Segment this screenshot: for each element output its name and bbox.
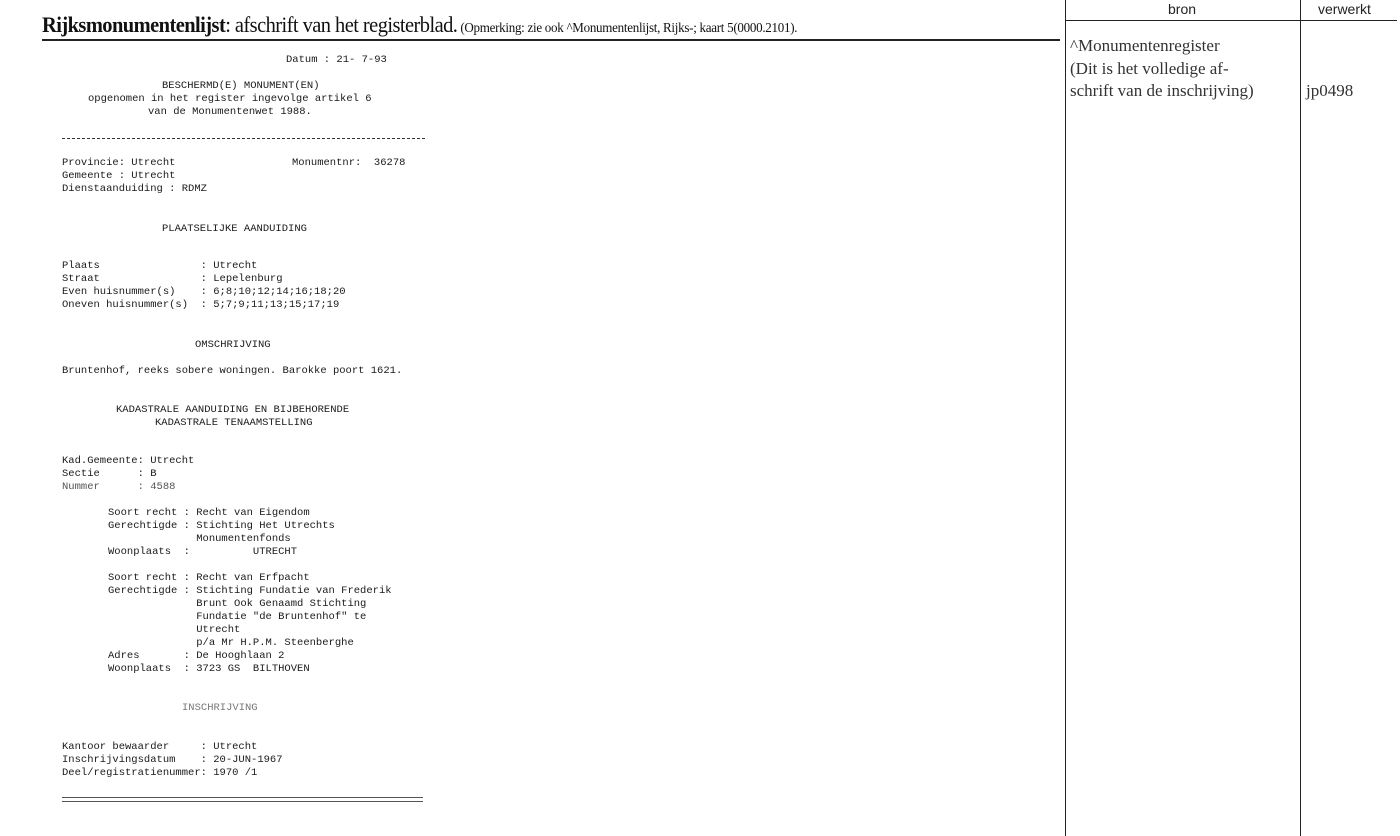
omschrijving: Bruntenhof, reeks sobere woningen. Barokke poort 1621. — [62, 365, 403, 377]
recht-line: Woonplaats : UTRECHT — [108, 546, 298, 558]
plaats-line: Even huisnummer(s) : 6;8;10;12;14;16;18;20 — [62, 286, 346, 298]
title-rule — [42, 39, 1060, 41]
kadaster-line: Kad.Gemeente: Utrecht — [62, 455, 195, 467]
page-title: Rijksmonumentenlijst: afschrift van het registerblad. (Opmerking: zie ook ^Monumentenlijst, Rijks-; kaart 5(0000.2101). — [42, 12, 798, 37]
plaats-line: Straat : Lepelenburg — [62, 273, 283, 285]
kadaster-line: Nummer : 4588 — [62, 481, 176, 493]
gemeente: Gemeente : Utrecht — [62, 170, 176, 182]
plaats-line: Plaats : Utrecht — [62, 260, 258, 272]
recht-line: Gerechtigde : Stichting Fundatie van Frederik — [108, 585, 392, 597]
recht-line: Gerechtigde : Stichting Het Utrechts — [108, 520, 335, 532]
heading-line: van de Monumentenwet 1988. — [148, 106, 312, 118]
recht-line: Brunt Ook Genaamd Stichting — [108, 598, 367, 610]
section-heading: KADASTRALE AANDUIDING EN BIJBEHORENDE — [116, 404, 350, 416]
column-divider — [1065, 0, 1066, 836]
double-rule — [62, 797, 423, 802]
datum: Datum : 21- 7-93 — [286, 54, 387, 66]
recht-line: Soort recht : Recht van Eigendom — [108, 507, 310, 519]
provincie: Provincie: Utrecht — [62, 157, 176, 169]
recht-line: Monumentenfonds — [108, 533, 291, 545]
column-divider — [1300, 0, 1301, 836]
plaats-line: Oneven huisnummer(s) : 5;7;9;11;13;15;17;19 — [62, 299, 340, 311]
dashed-divider — [62, 138, 425, 139]
inschrijving-line: Kantoor bewaarder : Utrecht — [62, 741, 258, 753]
recht-line: Adres : De Hooghlaan 2 — [108, 650, 285, 662]
section-heading: PLAATSELIJKE AANDUIDING — [162, 223, 307, 235]
kadaster-line: Sectie : B — [62, 468, 157, 480]
heading-line: BESCHERMD(E) MONUMENT(EN) — [162, 80, 320, 92]
inschrijving-line: Deel/registratienummer: 1970 /1 — [62, 767, 258, 779]
section-heading: INSCHRIJVING — [182, 702, 258, 714]
section-heading: KADASTRALE TENAAMSTELLING — [155, 417, 313, 429]
section-heading: OMSCHRIJVING — [195, 339, 271, 351]
recht-line: Utrecht — [108, 624, 241, 636]
bron-text: ^Monumentenregister (Dit is het volledige af- schrift van de inschrijving) — [1070, 36, 1254, 100]
monumentnr: Monumentnr: 36278 — [292, 157, 406, 169]
verwerkt-code: jp0498 — [1306, 81, 1354, 100]
recht-line: Woonplaats : 3723 GS BILTHOVEN — [108, 663, 310, 675]
recht-line: Soort recht : Recht van Erfpacht — [108, 572, 310, 584]
column-header-verwerkt: verwerkt — [1318, 1, 1371, 17]
recht-line: p/a Mr H.P.M. Steenberghe — [108, 637, 354, 649]
inschrijving-line: Inschrijvingsdatum : 20-JUN-1967 — [62, 754, 283, 766]
column-header-bron: bron — [1168, 1, 1197, 17]
title-note: (Opmerking: zie ook ^Monumentenlijst, Rijks-; kaart 5(0000.2101). — [457, 21, 798, 36]
dienstaanduiding: Dienstaanduiding : RDMZ — [62, 183, 207, 195]
header-rule — [1065, 20, 1397, 21]
recht-line: Fundatie "de Bruntenhof" te — [108, 611, 367, 623]
heading-line: opgenomen in het register ingevolge artikel 6 — [88, 93, 372, 105]
